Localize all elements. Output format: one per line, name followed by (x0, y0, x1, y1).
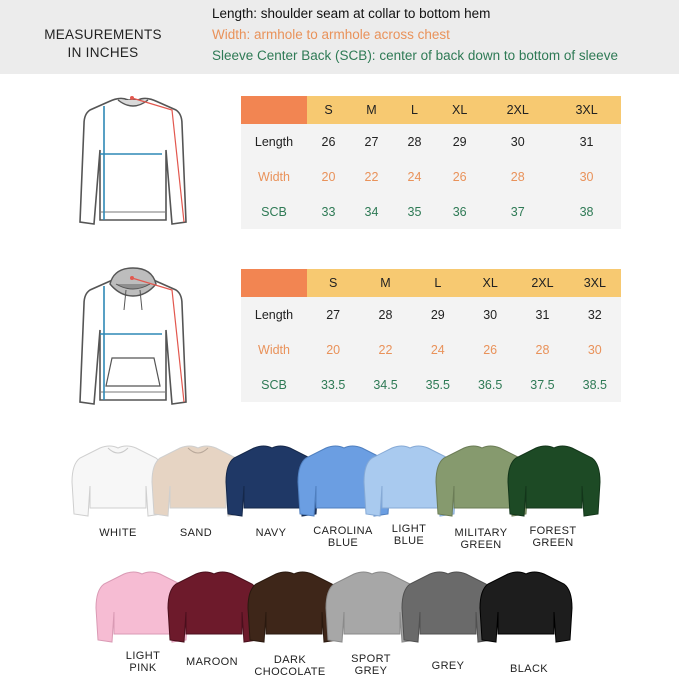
table-cell: 38 (552, 194, 621, 229)
sweatshirt-size-table (241, 96, 621, 229)
row-label: SCB (241, 367, 307, 402)
table-cell: 20 (307, 332, 359, 367)
size-header-cell: M (359, 269, 411, 297)
table-cell: 30 (464, 297, 516, 332)
row-label: Length (241, 124, 307, 159)
length-row (241, 297, 621, 332)
size-header-row (241, 96, 621, 124)
scb-row (241, 194, 621, 229)
color-label-line-1: WHITE (99, 527, 137, 539)
color-label-line-1: SPORT (351, 653, 391, 665)
table-cell: 26 (436, 159, 483, 194)
hoodie-size-table (241, 269, 621, 402)
size-header-cell: 2XL (483, 96, 552, 124)
length-note: Length: shoulder seam at collar to bottom hem (212, 6, 491, 21)
row-label: SCB (241, 194, 307, 229)
row-label: Width (241, 332, 307, 367)
sweatshirt-icon (478, 568, 574, 648)
table-cell: 33.5 (307, 367, 359, 402)
swatch-black (478, 568, 574, 648)
color-label-line-2: GREY (354, 665, 388, 677)
color-label-line-1: NAVY (255, 527, 287, 539)
table-cell: 30 (569, 332, 621, 367)
title-line-2: IN INCHES (67, 45, 139, 60)
sweatshirt-diagram (68, 92, 198, 236)
size-header-cell: L (412, 269, 464, 297)
row-label: Length (241, 297, 307, 332)
table-cell: 29 (412, 297, 464, 332)
table-cell: 24 (412, 332, 464, 367)
header-corner-cell (241, 96, 307, 124)
table-cell: 28 (359, 297, 411, 332)
size-header-cell: 2XL (516, 269, 568, 297)
swatch-forest-green (506, 442, 602, 522)
size-header-cell: S (307, 96, 350, 124)
color-label-white (73, 527, 163, 539)
table-cell: 33 (307, 194, 350, 229)
table-cell: 38.5 (569, 367, 621, 402)
width-row (241, 332, 621, 367)
table-cell: 37 (483, 194, 552, 229)
size-header-cell: XL (464, 269, 516, 297)
table-cell: 26 (307, 124, 350, 159)
color-label-line-1: LIGHT (125, 650, 161, 662)
table-cell: 34.5 (359, 367, 411, 402)
size-header-row (241, 269, 621, 297)
table-cell: 28 (393, 124, 436, 159)
table-cell: 34 (350, 194, 393, 229)
table-cell: 28 (516, 332, 568, 367)
color-label-dark-chocolate (245, 654, 335, 677)
color-label-line-1: BLACK (509, 663, 549, 675)
color-label-line-1: MAROON (186, 656, 238, 668)
color-label-grey (403, 660, 493, 672)
color-label-line-2: GREEN (532, 537, 574, 549)
length-row (241, 124, 621, 159)
color-label-line-2: BLUE (327, 537, 359, 549)
table-cell: 36 (436, 194, 483, 229)
size-header-cell: 3XL (569, 269, 621, 297)
table-cell: 29 (436, 124, 483, 159)
color-label-line-1: FOREST (529, 525, 577, 537)
table-cell: 31 (516, 297, 568, 332)
color-label-line-1: MILITARY (454, 527, 508, 539)
color-label-line-2: GREEN (460, 539, 502, 551)
table-cell: 26 (464, 332, 516, 367)
scb-row (241, 367, 621, 402)
title-line-1: MEASUREMENTS (44, 27, 162, 42)
header-banner (0, 0, 679, 74)
color-label-maroon (167, 656, 257, 668)
table-cell: 35 (393, 194, 436, 229)
table-cell: 30 (552, 159, 621, 194)
table-cell: 37.5 (516, 367, 568, 402)
sweatshirt-icon (506, 442, 602, 522)
table-cell: 20 (307, 159, 350, 194)
color-label-line-2: BLUE (393, 535, 425, 547)
table-cell: 35.5 (412, 367, 464, 402)
table-cell: 22 (359, 332, 411, 367)
color-label-line-1: DARK (273, 654, 307, 666)
color-label-line-2: CHOCOLATE (254, 666, 326, 677)
table-cell: 24 (393, 159, 436, 194)
size-header-cell: 3XL (552, 96, 621, 124)
size-header-cell: L (393, 96, 436, 124)
color-label-line-1: GREY (431, 660, 465, 672)
table-cell: 22 (350, 159, 393, 194)
header-corner-cell (241, 269, 307, 297)
table-cell: 30 (483, 124, 552, 159)
measurements-title (28, 26, 178, 62)
color-label-black (484, 663, 574, 675)
hoodie-diagram (68, 266, 198, 410)
table-cell: 32 (569, 297, 621, 332)
table-cell: 27 (307, 297, 359, 332)
width-note: Width: armhole to armhole across chest (212, 27, 450, 42)
size-header-cell: XL (436, 96, 483, 124)
color-label-line-1: SAND (179, 527, 213, 539)
table-cell: 27 (350, 124, 393, 159)
scb-note: Sleeve Center Back (SCB): center of back down to bottom of sleeve (212, 48, 618, 63)
size-header-cell: S (307, 269, 359, 297)
color-label-line-1: CAROLINA (313, 525, 373, 537)
width-row (241, 159, 621, 194)
color-label-forest-green (508, 525, 598, 549)
row-label: Width (241, 159, 307, 194)
color-label-line-1: LIGHT (391, 523, 427, 535)
color-label-line-2: PINK (129, 662, 157, 674)
table-cell: 31 (552, 124, 621, 159)
table-cell: 36.5 (464, 367, 516, 402)
table-cell: 28 (483, 159, 552, 194)
size-header-cell: M (350, 96, 393, 124)
